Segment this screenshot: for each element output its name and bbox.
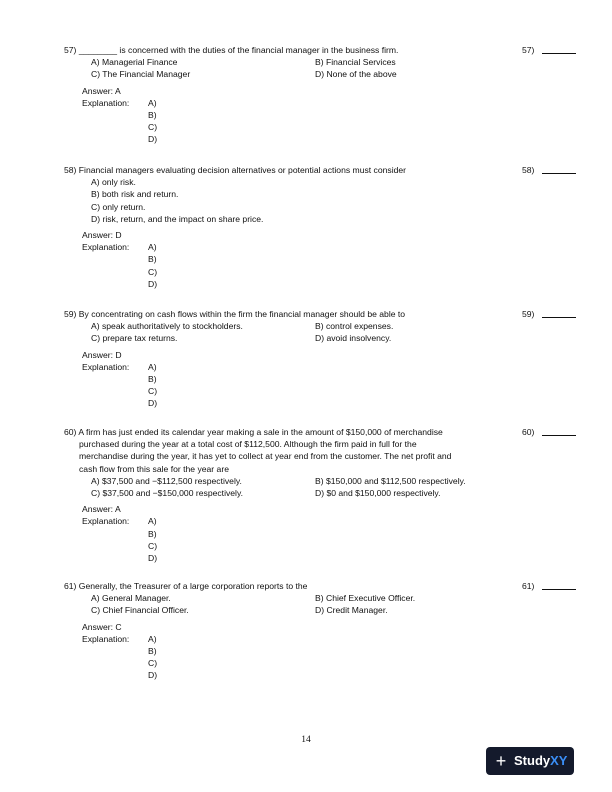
answer-number: 58) <box>522 165 535 175</box>
option-c: C) only return. <box>91 201 146 212</box>
answer-number: 61) <box>522 581 535 591</box>
option-d: D) None of the above <box>315 69 397 80</box>
studyxy-logo[interactable] <box>486 747 574 775</box>
option-a: A) only risk. <box>91 177 136 188</box>
option-a: A) General Manager. <box>91 593 171 604</box>
answer-blank[interactable] <box>542 173 576 174</box>
option-b: B) Chief Executive Officer. <box>315 593 416 604</box>
explanation-option: B) <box>148 646 157 657</box>
answer-text: Answer: D <box>82 349 122 360</box>
question-stem: 58) Financial managers evaluating decision alternatives or potential actions must consider <box>64 165 407 175</box>
answer-blank[interactable] <box>542 317 576 318</box>
options-grid <box>91 592 584 616</box>
explanation-option: B) <box>148 528 157 539</box>
option-a: A) speak authoritatively to stockholders. <box>91 321 243 332</box>
answer-number: 57) <box>522 45 535 55</box>
option-c: C) $37,500 and −$150,000 respectively. <box>91 488 244 499</box>
explanation-option: A) <box>148 97 157 108</box>
option-c: C) The Financial Manager <box>91 69 191 80</box>
explanation-option: C) <box>148 122 158 133</box>
option-c: C) prepare tax returns. <box>91 333 178 344</box>
explanation <box>82 241 584 290</box>
answer-text: Answer: A <box>82 504 121 515</box>
explanation-option: B) <box>148 110 157 121</box>
explanation-label: Explanation: <box>82 361 130 372</box>
explanation-option: C) <box>148 266 158 277</box>
options-grid <box>91 475 584 499</box>
options-grid <box>91 56 584 80</box>
option-d: D) risk, return, and the impact on share price. <box>91 213 264 224</box>
explanation-options <box>148 97 157 146</box>
question-61 <box>64 580 584 682</box>
question-59 <box>64 308 584 410</box>
explanation-option: D) <box>148 278 158 289</box>
explanation-options <box>148 633 157 682</box>
answer-number: 60) <box>522 427 535 437</box>
option-d: D) Credit Manager. <box>315 605 388 616</box>
options-grid <box>91 320 584 344</box>
explanation-option: B) <box>148 254 157 265</box>
explanation-option: C) <box>148 540 158 551</box>
answer-blank[interactable] <box>542 589 576 590</box>
explanation <box>82 97 584 146</box>
explanation-options <box>148 361 157 410</box>
answer-number: 59) <box>522 309 535 319</box>
logo-text: Study <box>514 752 551 768</box>
explanation-label: Explanation: <box>82 97 130 108</box>
explanation-option: A) <box>148 242 157 253</box>
explanation-option: C) <box>148 658 158 669</box>
explanation-option: D) <box>148 553 158 564</box>
question-stem: 57) ________ is concerned with the duties of the financial manager in the business firm. <box>64 45 399 55</box>
answer-text: Answer: D <box>82 230 122 241</box>
explanation-option: B) <box>148 374 157 385</box>
explanation-option: D) <box>148 398 158 409</box>
option-b: B) $150,000 and $112,500 respectively. <box>315 475 466 486</box>
question-stem: 60) A firm has just ended its calendar year making a sale in the amount of $150,000 of merchandise purchased during the year at a total cost of $112,500. Although the firm paid in full for the merchandise during the year, it has yet to collect at year end from the customer. The net profit and cash flow from this sale for the year are <box>64 427 452 474</box>
explanation-label: Explanation: <box>82 516 130 527</box>
explanation-options <box>148 241 157 290</box>
option-a: A) Managerial Finance <box>91 57 178 68</box>
option-d: D) avoid insolvency. <box>315 333 392 344</box>
logo-accent: XY <box>550 752 568 768</box>
question-60 <box>64 426 584 564</box>
explanation <box>82 361 584 410</box>
explanation-option: A) <box>148 633 157 644</box>
plus-icon: + <box>495 750 507 771</box>
option-b: B) control expenses. <box>315 321 394 332</box>
question-stem: 61) Generally, the Treasurer of a large corporation reports to the <box>64 581 308 591</box>
explanation <box>82 633 584 682</box>
options-list <box>91 176 584 225</box>
question-57 <box>64 44 584 146</box>
answer-text: Answer: C <box>82 621 122 632</box>
option-a: A) $37,500 and −$112,500 respectively. <box>91 475 242 486</box>
option-c: C) Chief Financial Officer. <box>91 605 189 616</box>
page-number: 14 <box>301 735 311 745</box>
option-d: D) $0 and $150,000 respectively. <box>315 488 441 499</box>
answer-blank[interactable] <box>542 53 576 54</box>
explanation-label: Explanation: <box>82 633 130 644</box>
answer-blank[interactable] <box>542 435 576 436</box>
explanation-label: Explanation: <box>82 242 130 253</box>
explanation-option: A) <box>148 361 157 372</box>
answer-text: Answer: A <box>82 85 121 96</box>
option-b: B) both risk and return. <box>91 189 179 200</box>
explanation-option: D) <box>148 670 158 681</box>
explanation-option: C) <box>148 386 158 397</box>
explanation-option: D) <box>148 134 158 145</box>
question-stem: 59) By concentrating on cash flows within the firm the financial manager should be able to <box>64 309 406 319</box>
option-b: B) Financial Services <box>315 57 396 68</box>
explanation <box>82 515 584 564</box>
question-58 <box>64 164 584 290</box>
explanation-option: A) <box>148 516 157 527</box>
explanation-options <box>148 515 157 564</box>
